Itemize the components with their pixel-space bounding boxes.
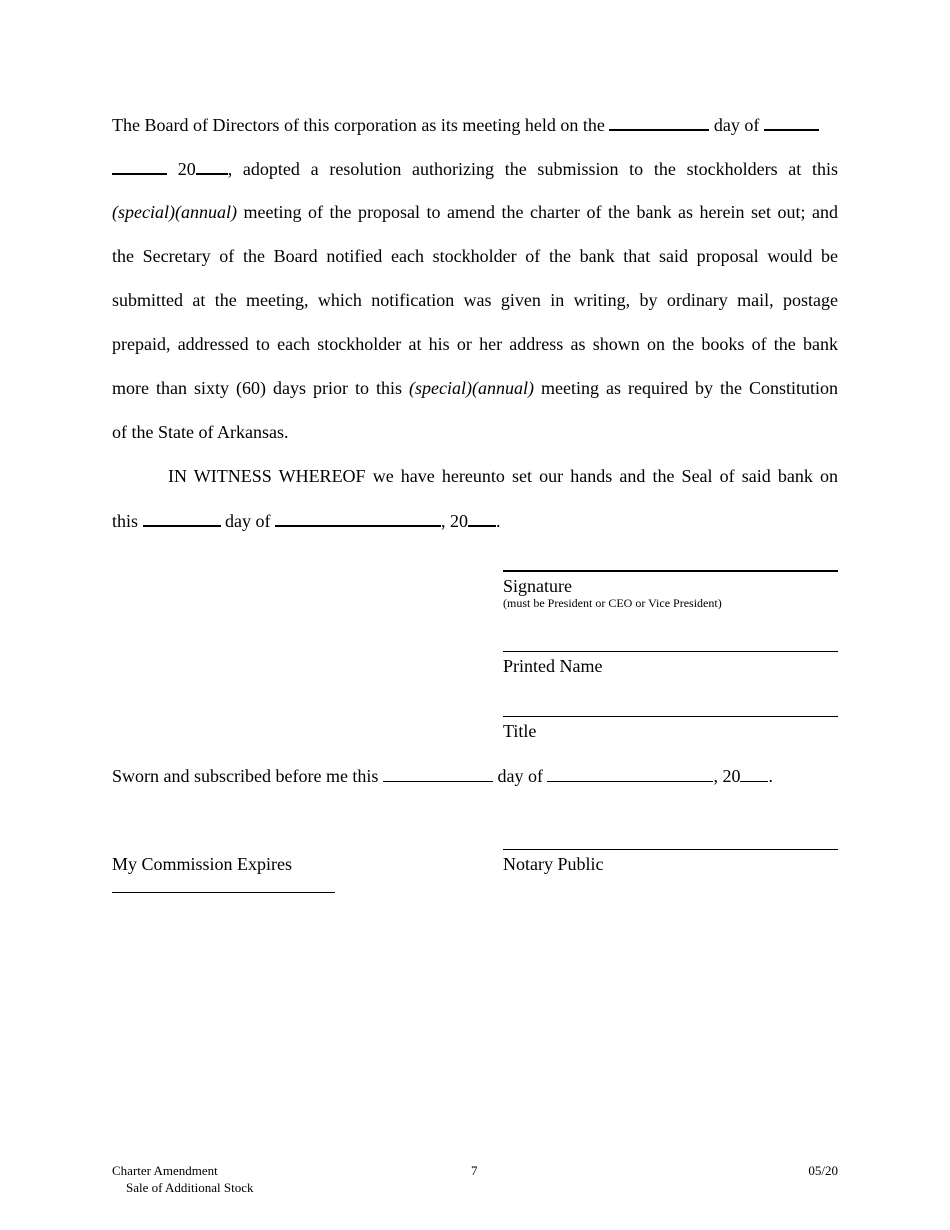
title-line[interactable] xyxy=(503,716,838,717)
signature-line[interactable] xyxy=(503,570,838,572)
witness-day-blank[interactable] xyxy=(143,509,221,527)
footer-doc-title: Charter Amendment xyxy=(112,1163,218,1178)
text: Sworn and subscribed before me this xyxy=(112,766,379,786)
commission-expires-line[interactable] xyxy=(112,892,335,893)
text: more than sixty (60) days prior to this xyxy=(112,378,410,398)
sworn-day-blank[interactable] xyxy=(383,765,493,782)
notary-public-label: Notary Public xyxy=(503,854,604,874)
footer-page-number: 7 xyxy=(471,1163,478,1178)
signature-label: Signature xyxy=(503,576,572,596)
notary-line[interactable] xyxy=(503,849,838,850)
sworn-year-blank[interactable] xyxy=(740,765,768,782)
text: , adopted a resolution authorizing the submission to the stockholders at this xyxy=(227,159,838,179)
title-label: Title xyxy=(503,721,537,741)
signature-note: (must be President or CEO or Vice President) xyxy=(503,596,722,610)
paragraph-line-5: submitted at the meeting, which notification was given in writing, by ordinary mail, postage xyxy=(112,290,838,310)
text: day of xyxy=(713,115,760,135)
paragraph-line-7 xyxy=(112,377,838,399)
text: day of xyxy=(225,511,271,531)
meeting-type-italic: (special)(annual) xyxy=(409,378,534,398)
paragraph-line-2 xyxy=(112,157,838,180)
text: day of xyxy=(497,766,543,786)
paragraph-line-8: of the State of Arkansas. xyxy=(112,422,289,442)
paragraph-line-3 xyxy=(112,201,838,223)
paragraph-line-1 xyxy=(112,113,838,136)
meeting-day-blank[interactable] xyxy=(609,113,709,131)
sworn-line xyxy=(112,765,838,787)
footer-doc-subtitle: Sale of Additional Stock xyxy=(126,1180,254,1195)
witness-line-2 xyxy=(112,509,838,532)
paragraph-line-4: the Secretary of the Board notified each stockholder of the bank that said proposal would be xyxy=(112,246,838,266)
text: this xyxy=(112,511,139,531)
text: 20 xyxy=(177,159,196,179)
text: meeting as required by the Constitution xyxy=(534,378,838,398)
text: meeting of the proposal to amend the charter of the bank as herein set out; and xyxy=(236,202,838,222)
paragraph-line-6: prepaid, addressed to each stockholder at his or her address as shown on the books of the bank xyxy=(112,334,838,354)
printed-name-line[interactable] xyxy=(503,651,838,652)
meeting-type-italic: (special)(annual) xyxy=(112,202,237,222)
footer-date: 05/20 xyxy=(808,1163,838,1178)
text: The Board of Directors of this corporation as its meeting held on the xyxy=(112,115,605,135)
commission-expires-label: My Commission Expires xyxy=(112,854,293,874)
printed-name-label: Printed Name xyxy=(503,656,603,676)
text: . xyxy=(496,511,501,531)
sworn-month-blank[interactable] xyxy=(547,765,713,782)
witness-year-blank[interactable] xyxy=(468,509,496,527)
text: , 20 xyxy=(713,766,741,786)
meeting-month-blank[interactable] xyxy=(764,113,819,131)
text: , 20 xyxy=(441,511,468,531)
meeting-year-blank[interactable] xyxy=(196,157,228,175)
meeting-month-blank-cont[interactable] xyxy=(112,157,167,175)
witness-line-1: IN WITNESS WHEREOF we have hereunto set our hands and the Seal of said bank on xyxy=(168,466,838,486)
text: . xyxy=(768,766,773,786)
witness-month-blank[interactable] xyxy=(275,509,441,527)
